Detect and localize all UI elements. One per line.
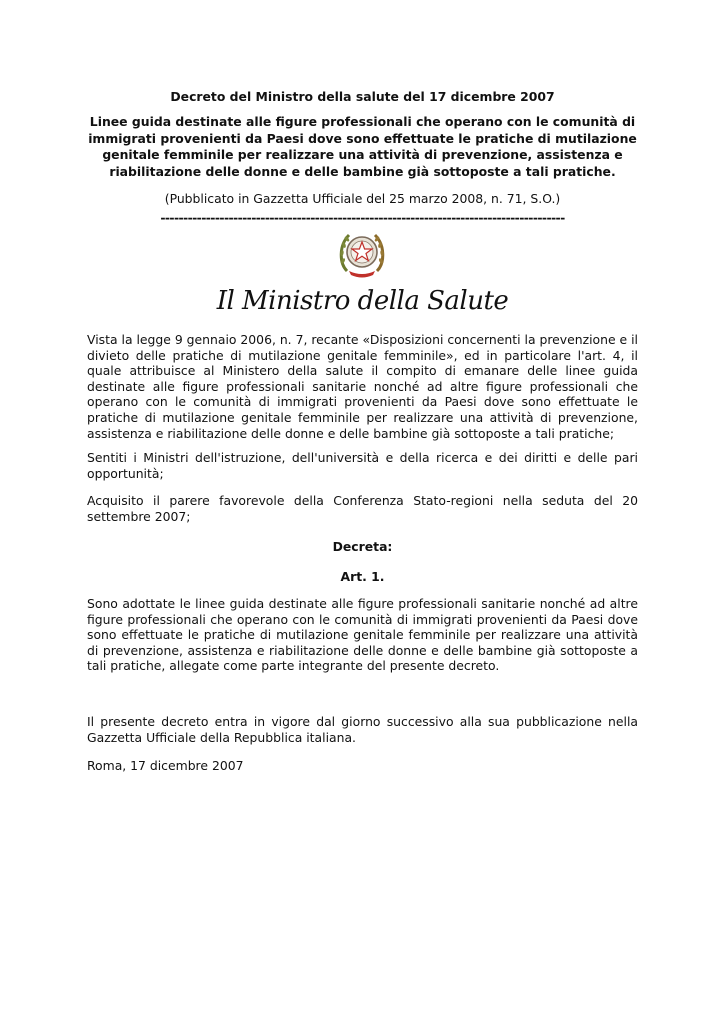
separator-line: ----------------------------------------------------------------------------------------- bbox=[160, 210, 565, 225]
document-title: Decreto del Ministro della salute del 17 dicembre 2007 bbox=[170, 89, 555, 104]
publication-note: (Pubblicato in Gazzetta Ufficiale del 25 marzo 2008, n. 71, S.O.) bbox=[164, 191, 561, 206]
italian-republic-emblem-icon bbox=[337, 227, 387, 279]
paragraph-sentiti: Sentiti i Ministri dell'istruzione, dell'università e della ricerca e dei diritti e delle pari opportunità; bbox=[87, 450, 638, 481]
decreta-heading: Decreta: bbox=[332, 539, 393, 554]
place-date: Roma, 17 dicembre 2007 bbox=[87, 758, 244, 773]
paragraph-acquisito: Acquisito il parere favorevole della Conferenza Stato-regioni nella seduta del 20 settembre 2007; bbox=[87, 493, 638, 524]
article-text: Sono adottate le linee guida destinate alle figure professionali sanitarie nonché ad altre figure professionali che operano con le comunità di immigrati provenienti da Paesi dove sono effettuate le pratiche di mutilazione genitale femminile per realizzare una attività di prevenzione, assistenza e riabilitazione delle donne e delle bambine già sottoposte a tali pratiche, allegate come parte integrante del presente decreto. bbox=[87, 596, 638, 674]
entry-into-force-paragraph: Il presente decreto entra in vigore dal giorno successivo alla sua pubblicazione nella Gazzetta Ufficiale della Repubblica italiana. bbox=[87, 714, 638, 745]
article-heading: Art. 1. bbox=[340, 569, 385, 584]
paragraph-vista: Vista la legge 9 gennaio 2006, n. 7, recante «Disposizioni concernenti la prevenzione e il divieto delle pratiche di mutilazione genitale femminile», ed in particolare l'art. 4, il quale attribuisce al Ministero della salute il compito di emanare delle linee guida destinate alle figure professionali sanitarie nonché ad altre figure professionali che operano con le comunità di immigrati provenienti da Paesi dove sono effettuate le pratiche di mutilazione genitale femminile per realizzare una attività di prevenzione, assistenza e riabilitazione delle donne e delle bambine già sottoposte a tali pratiche; bbox=[87, 332, 638, 441]
document-subtitle: Linee guida destinate alle figure professionali che operano con le comunità di immigrati provenienti da Paesi dove sono effettuate le pratiche di mutilazione genitale femminile per realizzare una attività di prevenzione, assistenza e riabilitazione delle donne e delle bambine già sottoposte a tali pratiche. bbox=[88, 114, 637, 179]
minister-heading: Il Ministro della Salute bbox=[216, 286, 509, 316]
